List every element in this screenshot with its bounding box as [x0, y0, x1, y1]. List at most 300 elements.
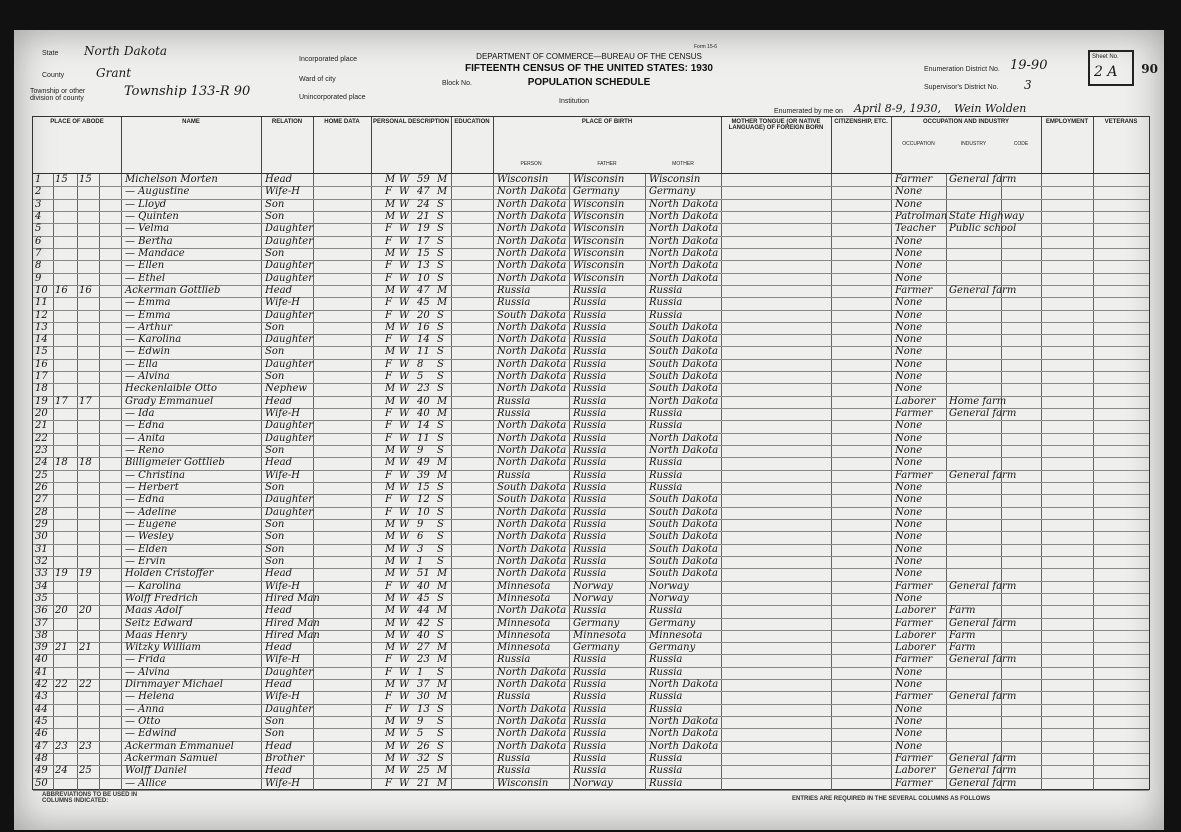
table-row — [33, 297, 1149, 310]
table-row — [33, 618, 1149, 631]
cell-sex: M — [385, 555, 396, 567]
cell-rel: Wife-H — [265, 691, 301, 703]
cell-bp: North Dakota — [497, 457, 567, 469]
cell-mbp: Russia — [649, 457, 683, 469]
cell-ind: General farm — [949, 654, 1017, 666]
col-birthplace: PLACE OF BIRTH PERSON FATHER MOTHER — [493, 117, 722, 173]
cell-fbp: Russia — [573, 518, 607, 530]
cell-name: — Arthur — [125, 321, 172, 333]
cell-age: 1 — [417, 666, 424, 678]
cell-mbp: South Dakota — [649, 568, 718, 580]
cell-age: 24 — [417, 198, 430, 210]
cell-age: 5 — [417, 371, 424, 383]
cell-mbp: North Dakota — [649, 445, 719, 457]
cell-race: W — [399, 235, 410, 247]
cell-mbp: Russia — [649, 765, 683, 777]
cell-occ: None — [895, 260, 923, 272]
cell-race: W — [399, 432, 410, 444]
cell-name: — Wesley — [125, 531, 174, 543]
cell-ms: M — [437, 469, 448, 481]
cell-rel: Head — [265, 605, 293, 617]
cell-occ: None — [895, 321, 923, 333]
cell-age: 1 — [417, 555, 424, 567]
cell-race: W — [399, 186, 410, 198]
table-row — [33, 445, 1149, 458]
township-value: Township 133-R 90 — [124, 84, 251, 99]
table-row — [33, 679, 1149, 692]
cell-race: W — [399, 334, 410, 346]
cell-age: 23 — [417, 383, 430, 395]
cell-fam: 17 — [79, 395, 92, 407]
cell-n: 21 — [35, 420, 48, 432]
cell-age: 3 — [417, 543, 424, 555]
cell-mbp: North Dakota — [649, 247, 719, 259]
cell-race: W — [399, 703, 410, 715]
cell-fbp: Russia — [573, 654, 607, 666]
cell-mbp: Russia — [649, 482, 683, 493]
cell-bp: North Dakota — [497, 506, 567, 518]
cell-sex: M — [385, 457, 396, 469]
cell-mbp: South Dakota — [649, 346, 718, 358]
cell-race: W — [399, 210, 410, 222]
cell-ind: General farm — [949, 174, 1017, 185]
cell-sex: M — [385, 753, 396, 765]
sd-label: Supervisor's District No. — [924, 84, 999, 91]
table-row — [33, 346, 1149, 359]
cell-n: 40 — [35, 654, 48, 666]
cell-mbp: Russia — [649, 777, 683, 789]
cell-occ: None — [895, 445, 923, 457]
cell-name: Ackerman Samuel — [125, 753, 218, 765]
cell-fbp: Russia — [573, 506, 607, 518]
cell-age: 5 — [417, 728, 424, 740]
cell-race: W — [399, 592, 410, 604]
cell-bp: North Dakota — [497, 555, 567, 567]
cell-name: — Frida — [125, 654, 166, 666]
col-abode: PLACE OF ABODE — [33, 117, 122, 173]
cell-name: — Adeline — [125, 506, 177, 518]
enumerated-label: Enumerated by me on — [774, 108, 843, 115]
cell-mbp: North Dakota — [649, 260, 719, 272]
cell-n: 17 — [35, 371, 48, 383]
cell-fbp: Russia — [573, 605, 607, 617]
cell-ind: Home farm — [949, 395, 1007, 407]
cell-bp: North Dakota — [497, 321, 567, 333]
col-employment: EMPLOYMENT — [1041, 117, 1094, 173]
cell-age: 15 — [417, 247, 430, 259]
cell-ind: General farm — [949, 408, 1017, 420]
cell-fbp: Russia — [573, 309, 607, 321]
cell-rel: Daughter — [265, 272, 313, 284]
cell-name: — Quinten — [125, 210, 179, 222]
table-row — [33, 359, 1149, 372]
cell-bp: North Dakota — [497, 716, 567, 728]
cell-race: W — [399, 728, 410, 740]
cell-age: 32 — [417, 753, 430, 765]
cell-n: 19 — [35, 395, 48, 407]
cell-occ: Laborer — [895, 765, 936, 777]
cell-ind: General farm — [949, 691, 1017, 703]
cell-name: Heckenlaible Otto — [125, 383, 217, 395]
cell-bp: Russia — [497, 753, 531, 765]
cell-fam: 16 — [79, 284, 92, 296]
cell-sex: M — [385, 383, 396, 395]
cell-ms: M — [437, 679, 448, 691]
cell-n: 10 — [35, 284, 48, 296]
cell-bp: Wisconsin — [497, 174, 549, 185]
table-row — [33, 667, 1149, 680]
cell-age: 45 — [417, 297, 430, 309]
cell-ms: S — [437, 531, 444, 543]
cell-race: W — [399, 555, 410, 567]
cell-ms: M — [437, 297, 448, 309]
cell-n: 5 — [35, 223, 42, 235]
ed-label: Enumeration District No. — [924, 66, 1000, 73]
cell-occ: Farmer — [895, 691, 933, 703]
incorporated-label: Incorporated place — [299, 56, 357, 63]
table-row — [33, 470, 1149, 483]
cell-race: W — [399, 740, 410, 752]
cell-race: W — [399, 420, 410, 432]
cell-rel: Wife-H — [265, 777, 301, 789]
cell-bp: North Dakota — [497, 445, 567, 457]
cell-fbp: Wisconsin — [573, 260, 625, 272]
cell-mbp: Russia — [649, 309, 683, 321]
cell-sex: F — [385, 420, 392, 432]
ward-label: Ward of city — [299, 76, 336, 83]
cell-fbp: Germany — [573, 186, 620, 198]
cell-fbp: Russia — [573, 531, 607, 543]
cell-sex: M — [385, 568, 396, 580]
cell-ms: S — [437, 210, 444, 222]
cell-n: 13 — [35, 321, 48, 333]
cell-occ: Farmer — [895, 284, 933, 296]
cell-age: 23 — [417, 654, 430, 666]
cell-fbp: Russia — [573, 666, 607, 678]
cell-mbp: Russia — [649, 408, 683, 420]
cell-ms: S — [437, 358, 444, 370]
table-row — [33, 371, 1149, 384]
cell-mbp: Germany — [649, 617, 696, 629]
cell-mbp: Russia — [649, 284, 683, 296]
cell-n: 4 — [35, 210, 42, 222]
cell-rel: Head — [265, 765, 293, 777]
cell-sex: F — [385, 494, 392, 506]
cell-bp: North Dakota — [497, 740, 567, 752]
cell-mbp: Norway — [649, 580, 689, 592]
cell-mbp: South Dakota — [649, 506, 718, 518]
cell-occ: None — [895, 420, 923, 432]
cell-race: W — [399, 494, 410, 506]
col-personal: PERSONAL DESCRIPTION — [371, 117, 452, 173]
cell-age: 10 — [417, 272, 430, 284]
cell-dw: 17 — [55, 395, 68, 407]
cell-mbp: Russia — [649, 703, 683, 715]
cell-rel: Son — [265, 247, 285, 259]
cell-ms: S — [437, 346, 444, 358]
cell-occ: Patrolman — [895, 210, 948, 222]
cell-sex: F — [385, 260, 392, 272]
cell-occ: Laborer — [895, 395, 936, 407]
state-label: State — [42, 50, 59, 57]
cell-dw: 19 — [55, 568, 68, 580]
cell-race: W — [399, 666, 410, 678]
cell-bp: South Dakota — [497, 482, 566, 493]
cell-race: W — [399, 358, 410, 370]
subcol-mother: MOTHER — [672, 161, 694, 167]
cell-name: — Emma — [125, 297, 171, 309]
table-row — [33, 765, 1149, 778]
cell-fam: 21 — [79, 642, 92, 654]
cell-ind: Farm — [949, 629, 976, 641]
enumerated-date: April 8-9, 1930, — [854, 102, 941, 115]
cell-sex: F — [385, 186, 392, 198]
cell-age: 13 — [417, 260, 430, 272]
cell-bp: North Dakota — [497, 198, 567, 210]
census-table — [32, 116, 1150, 790]
table-row — [33, 778, 1149, 791]
cell-n: 25 — [35, 469, 48, 481]
table-row — [33, 691, 1149, 704]
cell-ms: S — [437, 592, 444, 604]
cell-mbp: Wisconsin — [649, 174, 701, 185]
cell-bp: North Dakota — [497, 186, 567, 198]
cell-n: 31 — [35, 543, 48, 555]
table-row — [33, 248, 1149, 261]
cell-name: Maas Adolf — [125, 605, 183, 617]
cell-n: 33 — [35, 568, 48, 580]
cell-name: — Ella — [125, 358, 158, 370]
cell-ms: M — [437, 642, 448, 654]
cell-rel: Daughter — [265, 506, 313, 518]
col-home-data: HOME DATA — [313, 117, 372, 173]
cell-name: — Alvina — [125, 371, 170, 383]
cell-ms: S — [437, 728, 444, 740]
cell-bp: North Dakota — [497, 210, 567, 222]
cell-age: 14 — [417, 420, 430, 432]
cell-ms: S — [437, 198, 444, 210]
cell-name: — Anna — [125, 703, 165, 715]
cell-sex: M — [385, 605, 396, 617]
cell-mbp: North Dakota — [649, 728, 719, 740]
cell-ms: S — [437, 272, 444, 284]
cell-bp: North Dakota — [497, 358, 567, 370]
cell-age: 40 — [417, 580, 430, 592]
cell-age: 49 — [417, 457, 430, 469]
unincorporated-label: Unincorporated place — [299, 94, 366, 101]
cell-n: 15 — [35, 346, 48, 358]
cell-race: W — [399, 457, 410, 469]
cell-fbp: Russia — [573, 728, 607, 740]
cell-race: W — [399, 580, 410, 592]
cell-bp: North Dakota — [497, 728, 567, 740]
schedule-title: POPULATION SCHEDULE — [527, 77, 651, 88]
sheet-label: Sheet No. — [1092, 54, 1119, 60]
cell-sex: F — [385, 469, 392, 481]
cell-rel: Son — [265, 482, 285, 493]
cell-age: 39 — [417, 469, 430, 481]
cell-ind: General farm — [949, 617, 1017, 629]
cell-occ: Laborer — [895, 605, 936, 617]
cell-race: W — [399, 260, 410, 272]
cell-fbp: Russia — [573, 494, 607, 506]
cell-occ: None — [895, 666, 923, 678]
cell-ms: S — [437, 420, 444, 432]
cell-sex: M — [385, 740, 396, 752]
cell-dw: 21 — [55, 642, 68, 654]
subcol-occupation: OCCUPATION — [902, 141, 935, 147]
cell-fbp: Russia — [573, 334, 607, 346]
cell-race: W — [399, 383, 410, 395]
cell-age: 13 — [417, 703, 430, 715]
cell-fbp: Russia — [573, 765, 607, 777]
cell-fbp: Germany — [573, 642, 620, 654]
cell-fbp: Wisconsin — [573, 247, 625, 259]
cell-rel: Daughter — [265, 235, 313, 247]
table-row — [33, 433, 1149, 446]
table-row — [33, 273, 1149, 286]
cell-fam: 25 — [79, 765, 92, 777]
cell-ind: General farm — [949, 284, 1017, 296]
cell-fam: 23 — [79, 740, 92, 752]
cell-age: 15 — [417, 482, 430, 493]
form-number: Form 15-6 — [694, 44, 718, 50]
cell-n: 26 — [35, 482, 48, 493]
cell-sex: F — [385, 309, 392, 321]
cell-ind: State Highway — [949, 210, 1024, 222]
cell-age: 59 — [417, 174, 430, 185]
cell-fbp: Wisconsin — [573, 235, 625, 247]
cell-rel: Wife-H — [265, 469, 301, 481]
cell-n: 24 — [35, 457, 48, 469]
subcol-person: PERSON — [520, 161, 542, 167]
cell-rel: Daughter — [265, 309, 313, 321]
cell-n: 27 — [35, 494, 48, 506]
cell-occ: None — [895, 235, 923, 247]
cell-bp: North Dakota — [497, 605, 567, 617]
cell-name: — Edna — [125, 420, 165, 432]
cell-bp: North Dakota — [497, 432, 567, 444]
table-row — [33, 519, 1149, 532]
cell-n: 20 — [35, 408, 48, 420]
cell-bp: North Dakota — [497, 666, 567, 678]
cell-name: Witzky William — [125, 642, 201, 654]
table-row — [33, 408, 1149, 421]
cell-sex: M — [385, 247, 396, 259]
cell-n: 41 — [35, 666, 48, 678]
cell-dw: 16 — [55, 284, 68, 296]
cell-name: — Christina — [125, 469, 185, 481]
cell-rel: Wife-H — [265, 186, 301, 198]
cell-sex: M — [385, 346, 396, 358]
cell-occ: Farmer — [895, 408, 933, 420]
cell-mbp: Russia — [649, 420, 683, 432]
cell-bp: Russia — [497, 765, 531, 777]
cell-sex: M — [385, 284, 396, 296]
cell-race: W — [399, 321, 410, 333]
cell-name: — Karolina — [125, 334, 182, 346]
cell-age: 44 — [417, 605, 430, 617]
cell-sex: F — [385, 580, 392, 592]
cell-dw: 18 — [55, 457, 68, 469]
cell-bp: North Dakota — [497, 272, 567, 284]
cell-sex: M — [385, 679, 396, 691]
cell-age: 21 — [417, 210, 430, 222]
cell-fbp: Russia — [573, 432, 607, 444]
cell-bp: North Dakota — [497, 568, 567, 580]
cell-mbp: North Dakota — [649, 235, 719, 247]
cell-rel: Son — [265, 555, 285, 567]
cell-ms: S — [437, 543, 444, 555]
cell-fbp: Russia — [573, 284, 607, 296]
cell-bp: North Dakota — [497, 703, 567, 715]
cell-dw: 23 — [55, 740, 68, 752]
footer — [32, 790, 1148, 826]
cell-rel: Hired Man — [265, 617, 320, 629]
cell-rel: Head — [265, 679, 293, 691]
cell-fbp: Russia — [573, 346, 607, 358]
cell-race: W — [399, 445, 410, 457]
cell-fbp: Russia — [573, 555, 607, 567]
cell-occ: None — [895, 346, 923, 358]
cell-n: 48 — [35, 753, 48, 765]
cell-occ: None — [895, 506, 923, 518]
sheet-stamp: 90 — [1141, 62, 1158, 76]
cell-fbp: Russia — [573, 358, 607, 370]
cell-sex: M — [385, 716, 396, 728]
table-row — [33, 630, 1149, 643]
cell-race: W — [399, 297, 410, 309]
cell-race: W — [399, 716, 410, 728]
cell-bp: North Dakota — [497, 543, 567, 555]
table-row — [33, 704, 1149, 717]
cell-fbp: Russia — [573, 321, 607, 333]
cell-name: — Edwind — [125, 728, 177, 740]
cell-race: W — [399, 568, 410, 580]
table-row — [33, 544, 1149, 557]
cell-name: — Helena — [125, 691, 175, 703]
cell-name: — Velma — [125, 223, 170, 235]
cell-age: 17 — [417, 235, 430, 247]
cell-n: 43 — [35, 691, 48, 703]
cell-n: 37 — [35, 617, 48, 629]
cell-mbp: Russia — [649, 605, 683, 617]
cell-race: W — [399, 765, 410, 777]
cell-ms: S — [437, 494, 444, 506]
cell-rel: Wife-H — [265, 408, 301, 420]
cell-sex: M — [385, 617, 396, 629]
cell-race: W — [399, 284, 410, 296]
cell-fbp: Russia — [573, 740, 607, 752]
cell-ms: S — [437, 321, 444, 333]
cell-sex: F — [385, 223, 392, 235]
cell-bp: North Dakota — [497, 247, 567, 259]
institution-label: Institution — [559, 98, 589, 105]
table-row — [33, 531, 1149, 544]
cell-bp: South Dakota — [497, 309, 566, 321]
cell-age: 16 — [417, 321, 430, 333]
cell-sex: F — [385, 506, 392, 518]
cell-ms: M — [437, 691, 448, 703]
cell-n: 44 — [35, 703, 48, 715]
cell-ms: S — [437, 555, 444, 567]
cell-rel: Son — [265, 371, 285, 383]
cell-mbp: Russia — [649, 753, 683, 765]
cell-occ: None — [895, 728, 923, 740]
cell-age: 19 — [417, 223, 430, 235]
cell-n: 50 — [35, 777, 48, 789]
cell-n: 23 — [35, 445, 48, 457]
